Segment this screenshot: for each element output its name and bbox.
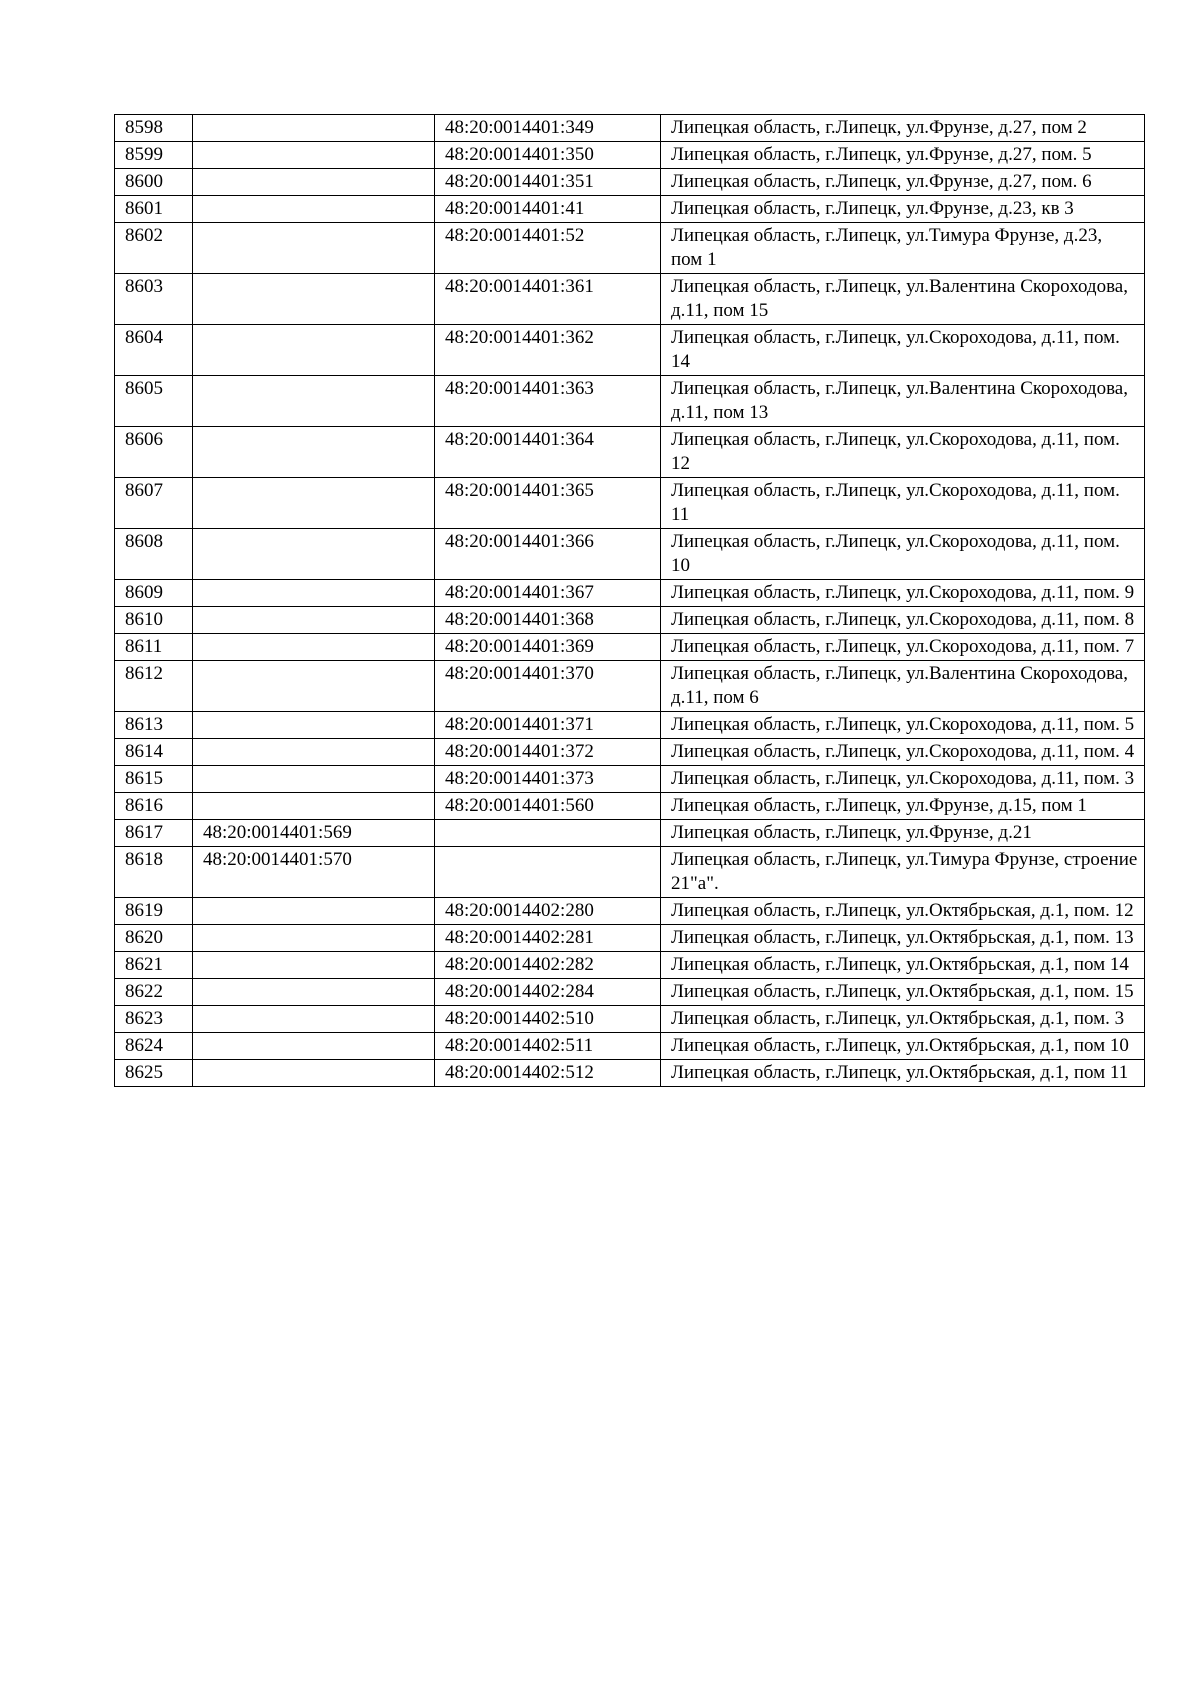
land-cadastral-number-cell	[193, 898, 435, 925]
land-cadastral-number-cell	[193, 529, 435, 580]
table-row	[115, 427, 1145, 478]
land-cadastral-number-cell	[193, 115, 435, 142]
address-cell: Липецкая область, г.Липецк, ул.Фрунзе, д.27, пом. 5	[661, 142, 1145, 169]
row-number-cell: 8615	[115, 766, 193, 793]
table-row	[115, 325, 1145, 376]
table-row	[115, 376, 1145, 427]
row-number-cell: 8613	[115, 712, 193, 739]
land-cadastral-number-cell	[193, 952, 435, 979]
table-row	[115, 952, 1145, 979]
row-number-cell: 8623	[115, 1006, 193, 1033]
row-number-cell: 8622	[115, 979, 193, 1006]
address-cell: Липецкая область, г.Липецк, ул.Скороходова, д.11, пом. 10	[661, 529, 1145, 580]
row-number-cell: 8602	[115, 223, 193, 274]
table-row	[115, 925, 1145, 952]
table-row	[115, 196, 1145, 223]
object-cadastral-number-cell: 48:20:0014401:350	[435, 142, 661, 169]
row-number-cell: 8605	[115, 376, 193, 427]
land-cadastral-number-cell	[193, 661, 435, 712]
land-cadastral-number-cell	[193, 580, 435, 607]
address-cell: Липецкая область, г.Липецк, ул.Фрунзе, д.23, кв 3	[661, 196, 1145, 223]
address-cell: Липецкая область, г.Липецк, ул.Скороходова, д.11, пом. 8	[661, 607, 1145, 634]
row-number-cell: 8616	[115, 793, 193, 820]
table-row	[115, 607, 1145, 634]
table-row	[115, 529, 1145, 580]
object-cadastral-number-cell: 48:20:0014401:372	[435, 739, 661, 766]
row-number-cell: 8624	[115, 1033, 193, 1060]
object-cadastral-number-cell: 48:20:0014401:349	[435, 115, 661, 142]
row-number-cell: 8614	[115, 739, 193, 766]
land-cadastral-number-cell	[193, 634, 435, 661]
table-row	[115, 661, 1145, 712]
row-number-cell: 8621	[115, 952, 193, 979]
address-cell: Липецкая область, г.Липецк, ул.Фрунзе, д.27, пом 2	[661, 115, 1145, 142]
land-cadastral-number-cell	[193, 325, 435, 376]
object-cadastral-number-cell: 48:20:0014401:365	[435, 478, 661, 529]
address-cell: Липецкая область, г.Липецк, ул.Скороходова, д.11, пом. 12	[661, 427, 1145, 478]
row-number-cell: 8625	[115, 1060, 193, 1087]
address-cell: Липецкая область, г.Липецк, ул.Валентина Скороходова, д.11, пом 13	[661, 376, 1145, 427]
object-cadastral-number-cell: 48:20:0014401:368	[435, 607, 661, 634]
address-cell: Липецкая область, г.Липецк, ул.Скороходова, д.11, пом. 4	[661, 739, 1145, 766]
land-cadastral-number-cell	[193, 1033, 435, 1060]
land-cadastral-number-cell	[193, 196, 435, 223]
table-row	[115, 739, 1145, 766]
land-cadastral-number-cell	[193, 142, 435, 169]
object-cadastral-number-cell: 48:20:0014402:284	[435, 979, 661, 1006]
table-row	[115, 580, 1145, 607]
row-number-cell: 8612	[115, 661, 193, 712]
address-cell: Липецкая область, г.Липецк, ул.Скороходова, д.11, пом. 9	[661, 580, 1145, 607]
table-row	[115, 223, 1145, 274]
row-number-cell: 8598	[115, 115, 193, 142]
land-cadastral-number-cell	[193, 793, 435, 820]
address-cell: Липецкая область, г.Липецк, ул.Скороходова, д.11, пом. 5	[661, 712, 1145, 739]
row-number-cell: 8604	[115, 325, 193, 376]
table-row	[115, 142, 1145, 169]
registry-table	[114, 114, 1145, 1087]
land-cadastral-number-cell	[193, 712, 435, 739]
row-number-cell: 8619	[115, 898, 193, 925]
address-cell: Липецкая область, г.Липецк, ул.Фрунзе, д.21	[661, 820, 1145, 847]
object-cadastral-number-cell	[435, 820, 661, 847]
table-row	[115, 115, 1145, 142]
table-row	[115, 820, 1145, 847]
object-cadastral-number-cell: 48:20:0014401:560	[435, 793, 661, 820]
object-cadastral-number-cell: 48:20:0014402:282	[435, 952, 661, 979]
table-row	[115, 898, 1145, 925]
row-number-cell: 8617	[115, 820, 193, 847]
row-number-cell: 8600	[115, 169, 193, 196]
land-cadastral-number-cell	[193, 169, 435, 196]
object-cadastral-number-cell: 48:20:0014402:512	[435, 1060, 661, 1087]
address-cell: Липецкая область, г.Липецк, ул.Тимура Фрунзе, строение 21"а".	[661, 847, 1145, 898]
row-number-cell: 8603	[115, 274, 193, 325]
land-cadastral-number-cell	[193, 766, 435, 793]
address-cell: Липецкая область, г.Липецк, ул.Октябрьская, д.1, пом. 15	[661, 979, 1145, 1006]
object-cadastral-number-cell: 48:20:0014402:280	[435, 898, 661, 925]
address-cell: Липецкая область, г.Липецк, ул.Скороходова, д.11, пом. 14	[661, 325, 1145, 376]
table-row	[115, 793, 1145, 820]
land-cadastral-number-cell	[193, 223, 435, 274]
table-row	[115, 169, 1145, 196]
object-cadastral-number-cell: 48:20:0014401:362	[435, 325, 661, 376]
object-cadastral-number-cell: 48:20:0014401:363	[435, 376, 661, 427]
address-cell: Липецкая область, г.Липецк, ул.Октябрьская, д.1, пом. 13	[661, 925, 1145, 952]
land-cadastral-number-cell	[193, 478, 435, 529]
address-cell: Липецкая область, г.Липецк, ул.Октябрьская, д.1, пом 14	[661, 952, 1145, 979]
land-cadastral-number-cell	[193, 925, 435, 952]
row-number-cell: 8608	[115, 529, 193, 580]
address-cell: Липецкая область, г.Липецк, ул.Скороходова, д.11, пом. 3	[661, 766, 1145, 793]
address-cell: Липецкая область, г.Липецк, ул.Тимура Фрунзе, д.23, пом 1	[661, 223, 1145, 274]
object-cadastral-number-cell	[435, 847, 661, 898]
table-row	[115, 712, 1145, 739]
row-number-cell: 8610	[115, 607, 193, 634]
row-number-cell: 8606	[115, 427, 193, 478]
land-cadastral-number-cell	[193, 376, 435, 427]
object-cadastral-number-cell: 48:20:0014401:41	[435, 196, 661, 223]
object-cadastral-number-cell: 48:20:0014401:367	[435, 580, 661, 607]
land-cadastral-number-cell	[193, 1060, 435, 1087]
land-cadastral-number-cell	[193, 427, 435, 478]
address-cell: Липецкая область, г.Липецк, ул.Октябрьская, д.1, пом. 3	[661, 1006, 1145, 1033]
object-cadastral-number-cell: 48:20:0014401:369	[435, 634, 661, 661]
address-cell: Липецкая область, г.Липецк, ул.Октябрьская, д.1, пом. 12	[661, 898, 1145, 925]
object-cadastral-number-cell: 48:20:0014401:351	[435, 169, 661, 196]
row-number-cell: 8620	[115, 925, 193, 952]
object-cadastral-number-cell: 48:20:0014401:370	[435, 661, 661, 712]
table-row	[115, 478, 1145, 529]
row-number-cell: 8599	[115, 142, 193, 169]
address-cell: Липецкая область, г.Липецк, ул.Фрунзе, д.27, пом. 6	[661, 169, 1145, 196]
object-cadastral-number-cell: 48:20:0014402:281	[435, 925, 661, 952]
object-cadastral-number-cell: 48:20:0014402:511	[435, 1033, 661, 1060]
table-row	[115, 766, 1145, 793]
table-row	[115, 1033, 1145, 1060]
registry-table-body	[115, 115, 1145, 1087]
table-row	[115, 1006, 1145, 1033]
object-cadastral-number-cell: 48:20:0014401:366	[435, 529, 661, 580]
table-row	[115, 274, 1145, 325]
row-number-cell: 8601	[115, 196, 193, 223]
land-cadastral-number-cell	[193, 607, 435, 634]
object-cadastral-number-cell: 48:20:0014401:52	[435, 223, 661, 274]
land-cadastral-number-cell	[193, 274, 435, 325]
address-cell: Липецкая область, г.Липецк, ул.Октябрьская, д.1, пом 10	[661, 1033, 1145, 1060]
address-cell: Липецкая область, г.Липецк, ул.Скороходова, д.11, пом. 11	[661, 478, 1145, 529]
object-cadastral-number-cell: 48:20:0014401:361	[435, 274, 661, 325]
table-row	[115, 1060, 1145, 1087]
land-cadastral-number-cell: 48:20:0014401:569	[193, 820, 435, 847]
object-cadastral-number-cell: 48:20:0014401:371	[435, 712, 661, 739]
address-cell: Липецкая область, г.Липецк, ул.Фрунзе, д.15, пом 1	[661, 793, 1145, 820]
table-row	[115, 634, 1145, 661]
address-cell: Липецкая область, г.Липецк, ул.Валентина Скороходова, д.11, пом 6	[661, 661, 1145, 712]
row-number-cell: 8607	[115, 478, 193, 529]
land-cadastral-number-cell	[193, 1006, 435, 1033]
table-row	[115, 979, 1145, 1006]
object-cadastral-number-cell: 48:20:0014402:510	[435, 1006, 661, 1033]
land-cadastral-number-cell: 48:20:0014401:570	[193, 847, 435, 898]
address-cell: Липецкая область, г.Липецк, ул.Октябрьская, д.1, пом 11	[661, 1060, 1145, 1087]
land-cadastral-number-cell	[193, 739, 435, 766]
object-cadastral-number-cell: 48:20:0014401:373	[435, 766, 661, 793]
row-number-cell: 8611	[115, 634, 193, 661]
land-cadastral-number-cell	[193, 979, 435, 1006]
address-cell: Липецкая область, г.Липецк, ул.Валентина Скороходова, д.11, пом 15	[661, 274, 1145, 325]
row-number-cell: 8618	[115, 847, 193, 898]
object-cadastral-number-cell: 48:20:0014401:364	[435, 427, 661, 478]
table-row	[115, 847, 1145, 898]
row-number-cell: 8609	[115, 580, 193, 607]
address-cell: Липецкая область, г.Липецк, ул.Скороходова, д.11, пом. 7	[661, 634, 1145, 661]
